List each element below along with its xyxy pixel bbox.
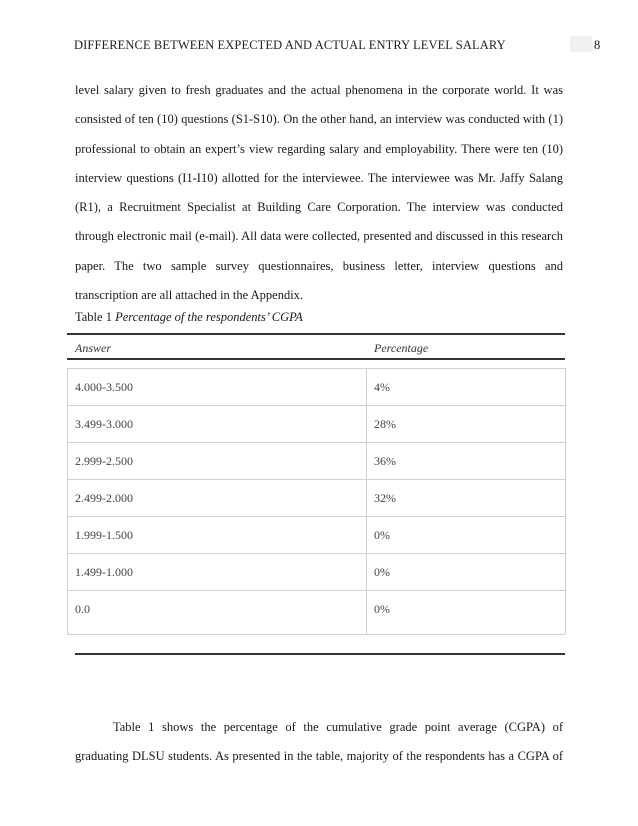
column-divider: [67, 368, 68, 634]
cell-percentage: 4%: [374, 380, 390, 394]
paragraph-line: through electronic mail (e-mail). All data were collected, presented and discussed in this research: [75, 229, 563, 244]
cell-answer: 4.000-3.500: [75, 380, 133, 394]
paragraph-line: Table 1 shows the percentage of the cumulative grade point average (CGPA) of: [113, 720, 563, 734]
paragraph-line: level salary given to fresh graduates and the actual phenomena in the corporate world. It was: [75, 83, 563, 97]
row-divider: [67, 516, 565, 517]
paragraph-line: graduating DLSU students. As presented in the table, majority of the respondents has a CGPA of: [75, 749, 563, 764]
paragraph-line: transcription are all attached in the Appendix.: [75, 288, 304, 303]
cell-percentage: 0%: [374, 565, 390, 579]
table-top-rule: [67, 333, 565, 335]
cell-answer: 1.999-1.500: [75, 528, 133, 542]
row-divider: [67, 553, 565, 554]
running-title: DIFFERENCE BETWEEN EXPECTED AND ACTUAL ENTRY LEVEL SALARY: [74, 38, 506, 52]
cell-answer: 2.499-2.000: [75, 491, 133, 505]
column-divider: [366, 368, 367, 634]
closing-paragraph: [75, 712, 563, 771]
cell-answer: 0.0: [75, 602, 90, 616]
table-caption: [75, 310, 303, 325]
cell-percentage: 32%: [374, 491, 396, 505]
paragraph-line: interview questions (I1-I10) allotted for the interviewee. The interviewee was Mr. Jaffy Salang: [75, 170, 563, 185]
row-divider: [67, 634, 565, 635]
paragraph-line: paper. The two sample survey questionnaires, business letter, interview questions and: [75, 258, 563, 273]
paragraph-line: consisted of ten (10) questions (S1-S10). On the other hand, an interview was conducted with (1): [75, 112, 563, 127]
paragraph-line: professional to obtain an expert’s view regarding salary and employability. There were ten (10): [75, 141, 563, 156]
cell-percentage: 0%: [374, 602, 390, 616]
row-divider: [67, 368, 565, 369]
cell-answer: 3.499-3.000: [75, 417, 133, 431]
header-shade: [570, 36, 592, 52]
cell-answer: 2.999-2.500: [75, 454, 133, 468]
column-header-answer: Answer: [75, 341, 111, 355]
page-number: 8: [594, 38, 601, 52]
row-divider: [67, 590, 565, 591]
body-paragraph: [75, 76, 563, 310]
table-label: Table 1: [75, 310, 112, 324]
table-header-rule: [67, 358, 565, 360]
column-header-percentage: Percentage: [374, 341, 429, 355]
column-divider: [565, 368, 566, 634]
table-bottom-rule: [75, 653, 565, 655]
row-divider: [67, 405, 565, 406]
paragraph-line: (R1), a Recruitment Specialist at Building Care Corporation. The interview was conducted: [75, 200, 563, 215]
cell-percentage: 36%: [374, 454, 396, 468]
cell-answer: 1.499-1.000: [75, 565, 133, 579]
running-header: [66, 34, 601, 56]
row-divider: [67, 479, 565, 480]
cell-percentage: 28%: [374, 417, 396, 431]
table-caption-text: Percentage of the respondents’ CGPA: [115, 310, 303, 324]
cell-percentage: 0%: [374, 528, 390, 542]
row-divider: [67, 442, 565, 443]
